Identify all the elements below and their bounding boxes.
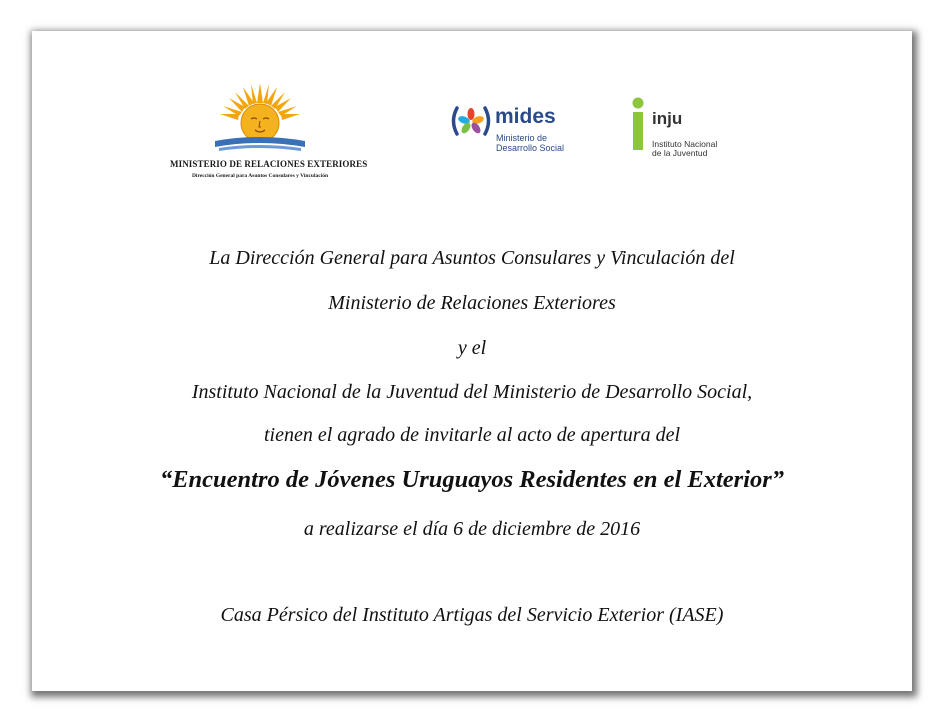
- mrree-logo: [170, 81, 368, 191]
- invitation-line-2: Ministerio de Relaciones Exteriores: [328, 292, 616, 314]
- event-date: a realizarse el día 6 de diciembre de 2016: [303, 518, 641, 540]
- inju-name: inju: [652, 109, 683, 128]
- mides-star-icon: [448, 105, 494, 137]
- mides-subtitle-line1: Ministerio de: [496, 133, 548, 143]
- inju-subtitle-line1: Instituto Nacional: [652, 139, 718, 149]
- inju-subtitle-line2: de la Juventud: [652, 148, 708, 158]
- inju-i-icon: [630, 97, 648, 153]
- invitation-card: [32, 31, 912, 691]
- mides-logo: [448, 103, 588, 163]
- mides-subtitle-line2: Desarrollo Social: [496, 143, 565, 153]
- invitation-line-3: y el: [457, 337, 487, 359]
- mrree-name: MINISTERIO DE RELACIONES EXTERIORES: [170, 159, 368, 169]
- invitation-line-1: La Dirección General para Asuntos Consulares y Vinculación del: [209, 247, 735, 269]
- mides-subtitle: [496, 133, 564, 153]
- inju-logo: [630, 97, 760, 167]
- invitation-line-5: tienen el agrado de invitarle al acto de apertura del: [263, 424, 681, 446]
- mides-name: mides: [495, 105, 556, 128]
- event-venue: Casa Pérsico del Instituto Artigas del Servicio Exterior (IASE): [220, 604, 724, 626]
- inju-subtitle: [652, 140, 717, 158]
- sun-of-may-icon: [215, 81, 305, 161]
- invitation-line-4: Instituto Nacional de la Juventud del Ministerio de Desarrollo Social,: [191, 381, 753, 403]
- mrree-subtitle: Dirección General para Asuntos Consulares y Vinculación: [191, 173, 329, 179]
- event-title: “Encuentro de Jóvenes Uruguayos Residentes en el Exterior”: [159, 466, 785, 493]
